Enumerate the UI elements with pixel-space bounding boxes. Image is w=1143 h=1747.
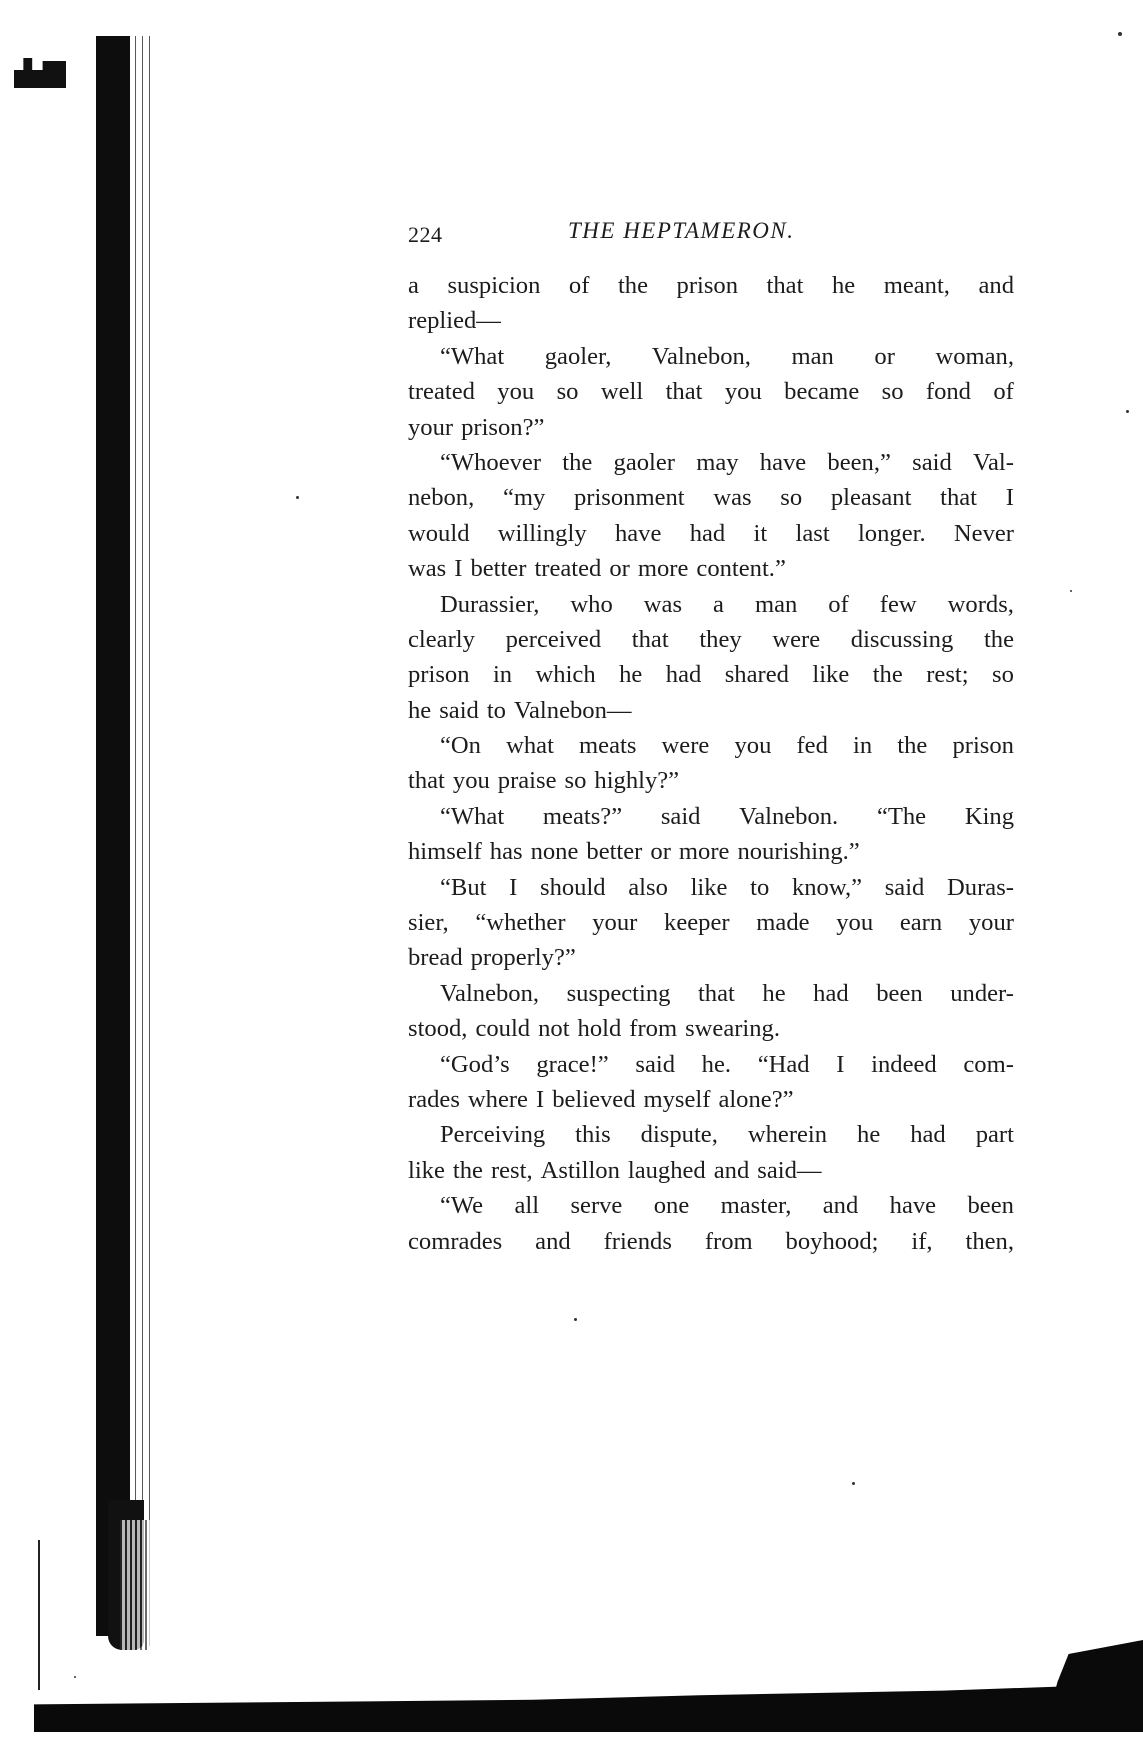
word: said [439,696,479,724]
word: a [408,272,419,299]
word: you [836,909,874,937]
word: may [696,448,739,476]
word: he [408,696,432,724]
text-line [408,1188,1014,1223]
word: you [452,767,490,795]
text-line [408,374,1014,409]
word: “The [876,802,927,830]
word: the [452,1156,483,1184]
word: Never [953,519,1014,547]
text-line [408,1047,1014,1082]
word: that [697,979,735,1007]
word: from [704,1227,753,1255]
word: then, [965,1227,1014,1255]
text-line [408,339,1014,374]
word: who [570,590,613,618]
word: it [753,519,768,547]
word: Astillon [540,1156,620,1184]
word: none [530,838,579,866]
word: few [879,590,917,618]
word: also [628,873,668,901]
word: suspicion [447,272,541,299]
word: serve [570,1192,623,1220]
word: “Whoever [440,448,542,476]
word: made [756,909,810,937]
word: had [665,661,702,689]
word: wherein [747,1121,828,1149]
word: bread [408,944,463,972]
word: rest, [490,1156,533,1184]
binding-edge-lines-bottom [120,1520,150,1650]
word: so [556,378,579,406]
word: praise [497,767,557,795]
text-line [408,622,1014,657]
word: this [575,1121,611,1149]
word: nebon, [408,484,475,512]
word: the [562,448,593,476]
word: comrades [408,1227,503,1255]
word: himself [408,838,482,866]
word: com- [963,1050,1014,1078]
word: rades [408,1085,460,1113]
text-line [408,976,1014,1011]
word: became [784,378,860,406]
text-line [408,693,1014,728]
scan-speck [574,1318,577,1321]
word: Val- [972,448,1014,476]
word: that [766,272,804,299]
word: so [992,661,1014,689]
word: not [538,1015,570,1043]
word: that [631,625,669,653]
word: swearing. [685,1015,781,1043]
scan-speck [1070,590,1072,592]
word: said [660,802,701,830]
word: said [884,873,925,901]
word: and [822,1192,859,1220]
word: would [408,519,470,547]
text-line [408,480,1014,515]
word: I [836,1050,845,1078]
text-line [408,516,1014,551]
word: Perceiving [440,1121,546,1149]
word: “On [440,732,481,760]
word: man [754,590,798,618]
word: laughed [627,1156,706,1184]
word: King [964,802,1014,830]
word: a [713,590,724,618]
word: Valnebon, [651,342,751,370]
word: they [699,625,742,653]
word: keeper [664,909,730,937]
word: your [592,909,638,937]
word: have [759,448,807,476]
word: friends [603,1227,672,1255]
word: you [497,378,535,406]
scan-speck [74,1676,76,1678]
word: said— [757,1156,822,1184]
word: like [812,661,850,689]
word: willingly [497,519,587,547]
text-line [408,657,1014,692]
word: if, [911,1227,933,1255]
text-line [408,1117,1014,1152]
word: dispute, [640,1121,718,1149]
word: where [467,1085,528,1113]
word: believed [552,1085,636,1113]
word: one [653,1192,690,1220]
scan-bottom-shadow [34,1686,1143,1732]
word: Valnebon— [513,696,632,724]
body-text [408,268,1014,1259]
word: he [762,979,786,1007]
word: content.” [696,555,786,583]
word: to [486,696,506,724]
text-line [408,1153,1014,1188]
word: prison?” [461,413,545,441]
word: have [614,519,662,547]
word: “my [502,484,546,512]
word: he [619,661,643,689]
scan-speck [1118,32,1122,36]
word: was [643,590,683,618]
word: was [408,555,447,583]
word: and [713,1156,750,1184]
word: “Had [757,1050,810,1078]
text-line [408,870,1014,905]
text-line [408,728,1014,763]
word: that [408,767,445,795]
word: properly?” [470,944,576,972]
word: has [489,838,523,866]
word: you [724,378,762,406]
text-line [408,410,1014,445]
word: last [795,519,830,547]
word: so [564,767,587,795]
binding-shadow [96,36,130,1636]
scan-speck [852,1482,855,1485]
word: grace!” [536,1050,609,1078]
word: and [535,1227,571,1255]
word: discussing [850,625,954,653]
word: had [910,1121,946,1149]
word: I [535,1085,545,1113]
word: hold [577,1015,622,1043]
word: indeed [871,1050,937,1078]
scan-corner-fragment [14,58,66,88]
word: gaoler, [544,342,612,370]
word: were [661,732,710,760]
text-line [408,1011,1014,1046]
word: “What [440,802,505,830]
word: treated [534,555,602,583]
word: better [470,555,527,583]
word: your [968,909,1014,937]
word: meats [579,732,637,760]
word: know,” [791,873,863,901]
word: alone?” [718,1085,794,1113]
word: more [637,555,689,583]
word: man [791,342,834,370]
word: have [889,1192,937,1220]
word: the [617,272,648,299]
word: Durassier, [440,590,540,618]
word: “But [440,873,487,901]
word: rest; [926,661,969,689]
word: the [983,625,1014,653]
text-line [408,940,1014,975]
word: I [509,873,518,901]
word: more [678,838,730,866]
word: should [540,873,606,901]
word: like [690,873,728,901]
word: so [780,484,803,512]
text-line [408,1224,1014,1259]
word: meant, [883,272,950,299]
scan-edge-line [38,1540,40,1690]
word: were [772,625,821,653]
word: so [881,378,904,406]
word: treated [408,378,475,406]
word: better [586,838,643,866]
word: you [734,732,772,760]
word: in [492,661,513,689]
word: suspecting [566,979,671,1007]
word: stood, [408,1015,468,1043]
text-line [408,551,1014,586]
word: prison [408,661,470,689]
word: what [506,732,554,760]
text-line [408,587,1014,622]
word: under- [950,979,1014,1007]
text-line [408,799,1014,834]
word: been [967,1192,1014,1220]
running-head [408,218,1018,254]
word: to [750,873,770,901]
word: like [408,1156,445,1184]
word: longer. [857,519,926,547]
running-title: THE HEPTAMERON. [568,218,795,243]
word: prison [952,732,1014,760]
word: “whether [475,909,566,937]
text-line [408,303,1014,338]
word: the [897,732,928,760]
word: earn [899,909,943,937]
word: well [600,378,644,406]
word: gaoler [613,448,675,476]
text-line [408,268,1014,303]
word: said [912,448,952,476]
word: fed [796,732,828,760]
word: he [831,272,856,299]
word: shared [724,661,789,689]
page-number: 224 [408,222,443,247]
word: prison [676,272,738,299]
word: part [975,1121,1014,1149]
word: nourishing.” [737,838,860,866]
word: that [940,484,978,512]
word: perceived [505,625,602,653]
word: had [689,519,726,547]
word: and [978,272,1014,299]
binding-edge-lines [132,36,154,1646]
word: meats?” [542,802,623,830]
word: I [454,555,463,583]
text-line [408,763,1014,798]
word: could [475,1015,531,1043]
text-line [408,445,1014,480]
word: myself [643,1085,711,1113]
word: been,” [827,448,891,476]
word: of [993,378,1014,406]
scan-speck [296,496,299,499]
word: “God’s [440,1050,510,1078]
word: master, [720,1192,792,1220]
text-line [408,905,1014,940]
word: he [857,1121,881,1149]
word: “What [440,342,505,370]
word: been [876,979,923,1007]
word: pleasant [830,484,912,512]
text-line [408,834,1014,869]
word: that [665,378,703,406]
word: the [872,661,903,689]
word: which [535,661,596,689]
scan-speck [1126,410,1129,413]
word: was [713,484,752,512]
word: prisonment [573,484,685,512]
word: from [629,1015,678,1043]
word: of [568,272,590,299]
word: sier, [408,909,449,937]
word: words, [947,590,1014,618]
word: he. [701,1050,732,1078]
word: in [853,732,873,760]
word: boyhood; [785,1227,879,1255]
word: Valnebon. [739,802,839,830]
word: or [874,342,895,370]
word: clearly [408,625,475,653]
word: I [1005,484,1014,512]
word: fond [925,378,971,406]
word: of [828,590,849,618]
word: “We [440,1192,484,1220]
word: Duras- [947,873,1014,901]
word: or [650,838,671,866]
word: or [609,555,630,583]
word: woman, [935,342,1014,370]
word: Valnebon, [440,979,540,1007]
word: all [514,1192,540,1220]
word: had [813,979,849,1007]
word: your [408,413,454,441]
word: replied— [408,307,501,335]
word: said [635,1050,675,1078]
word: highly?” [594,767,680,795]
text-line [408,1082,1014,1117]
